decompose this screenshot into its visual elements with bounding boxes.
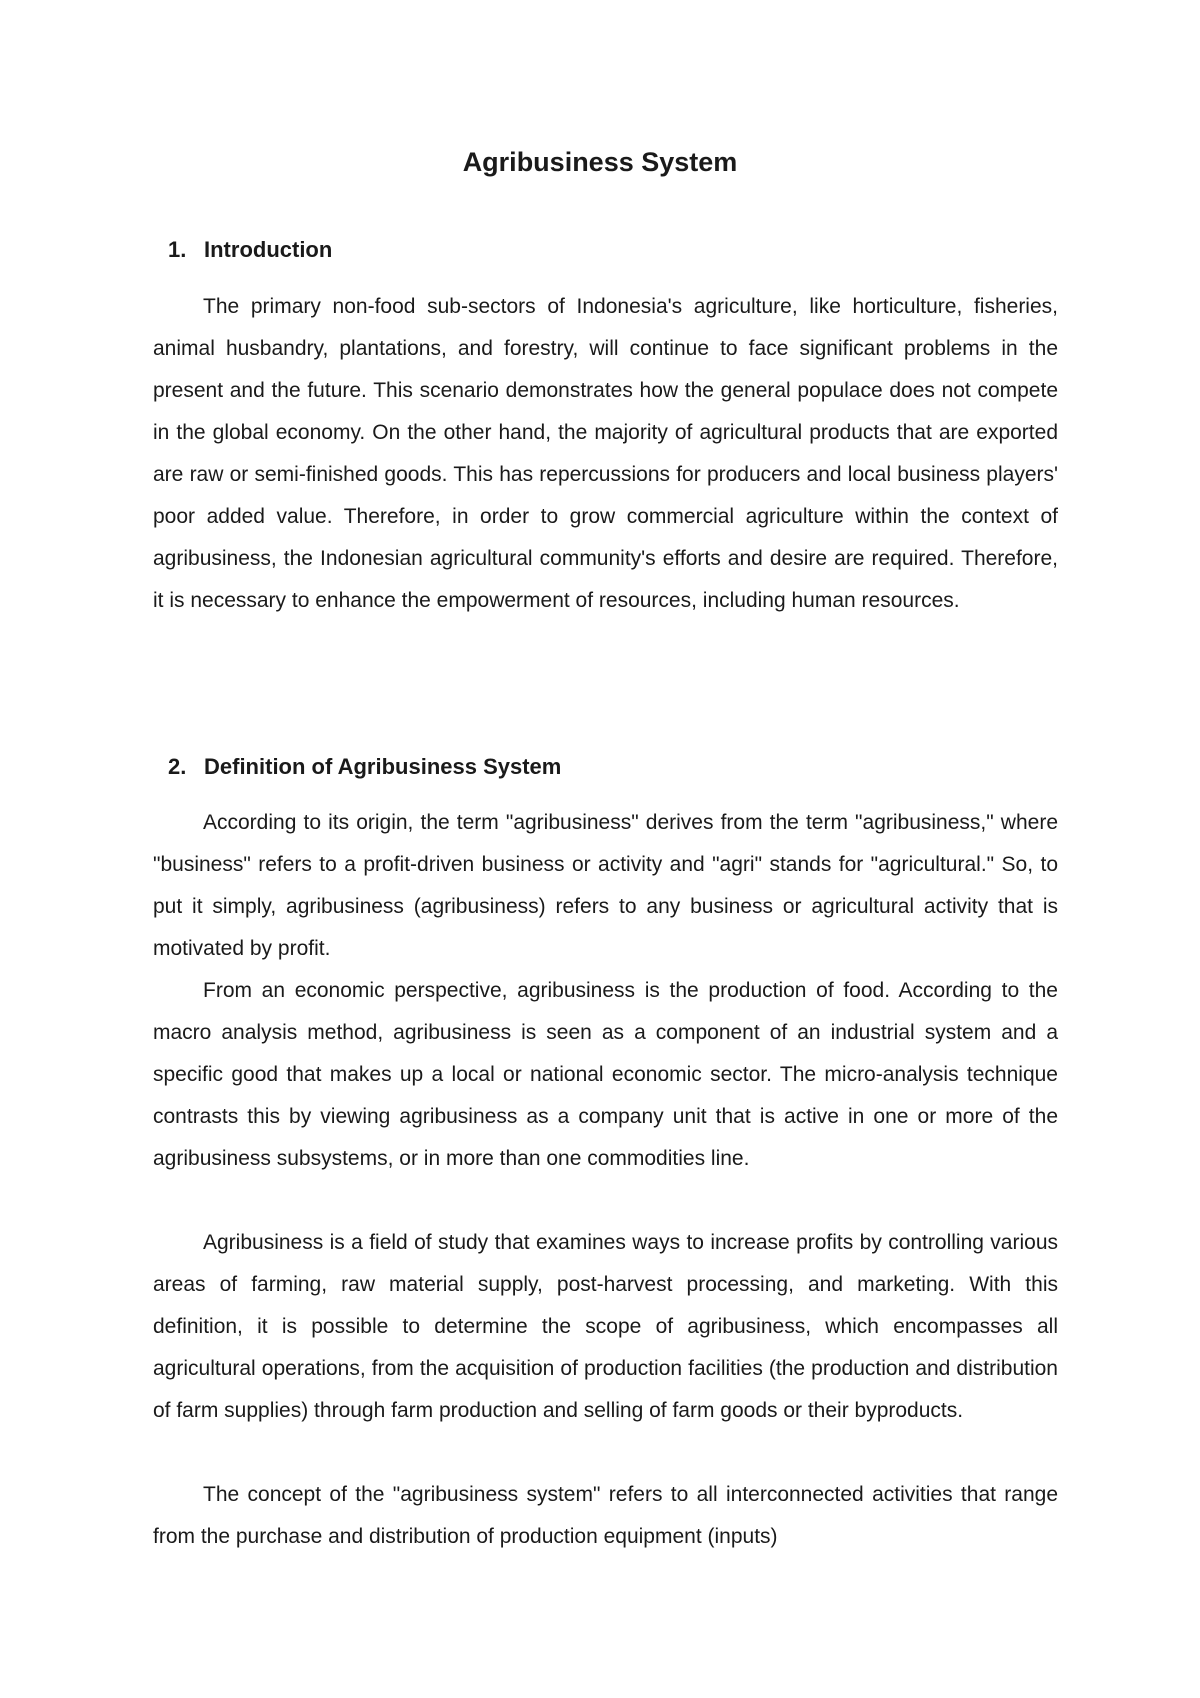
section-heading-introduction [168,235,1088,265]
section-number: 2. [168,754,187,779]
paragraph-introduction: The primary non-food sub-sectors of Indonesia's agriculture, like horticulture, fisheries, animal husbandry, plantations, and forestry, will continue to face significant problems in the present and the future. This scenario demonstrates how the general populace does not compete in the global economy. On the other hand, the majority of agricultural products that are exported are raw or semi-finished goods. This has repercussions for producers and local business players' poor added value. Therefore, in order to grow commercial agriculture within the context of agribusiness, the Indonesian agricultural community's efforts and desire are required. Therefore, it is necessary to enhance the empowerment of resources, including human resources. [153,295,1058,612]
section-heading-definition [168,752,1088,782]
section-title: Definition of Agribusiness System [204,754,562,779]
document-title: Agribusiness System [462,147,738,177]
paragraph-field-of-study: Agribusiness is a field of study that examines ways to increase profits by controlling various areas of farming, raw material supply, post-harvest processing, and marketing. With this definition, it is possible to determine the scope of agribusiness, which encompasses all agricultural operations, from the acquisition of production facilities (the production and distribution of farm supplies) through farm production and selling of farm goods or their byproducts. [153,1231,1058,1422]
paragraph-concept: The concept of the "agribusiness system" refers to all interconnected activities that range from the purchase and distribution of production equipment (inputs) [153,1483,1058,1548]
paragraph-origin: According to its origin, the term "agribusiness" derives from the term "agribusiness," where "business" refers to a profit-driven business or activity and "agri" stands for "agricultural." So, to put it simply, agribusiness (agribusiness) refers to any business or agricultural activity that is motivated by profit. [153,811,1058,960]
section-number: 1. [168,237,187,262]
paragraph-economic-perspective: From an economic perspective, agribusiness is the production of food. According to the macro analysis method, agribusiness is seen as a component of an industrial system and a specific good that makes up a local or national economic sector. The micro-analysis technique contrasts this by viewing agribusiness as a company unit that is active in one or more of the agribusiness subsystems, or in more than one commodities line. [153,979,1058,1170]
section-title: Introduction [204,237,333,262]
